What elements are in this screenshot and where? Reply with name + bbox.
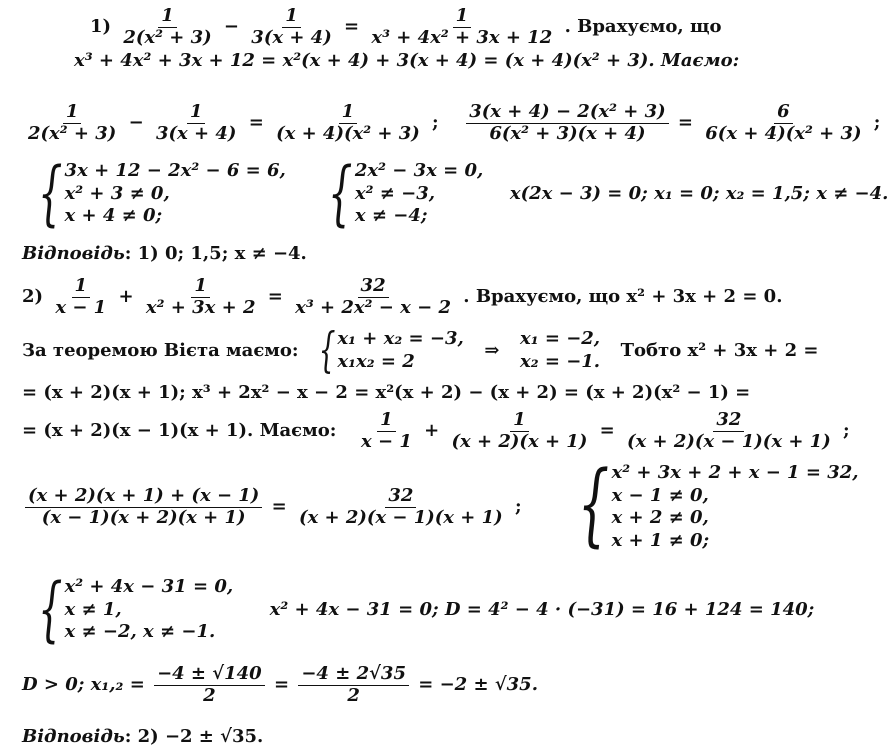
fraction: $\frac{1}{3(x + 4)}$ — [155, 101, 237, 144]
fraction: $\frac{1}{x - 1}$ — [55, 275, 107, 318]
answer-label: Відповідь — [22, 726, 125, 747]
answer-label: Відповідь — [22, 243, 125, 264]
fraction: $\frac{32}{(x + 2)(x - 1)(x + 1)}$ — [627, 409, 831, 452]
fraction: $\frac{1}{\text{x² + 3x + 2}}$ — [145, 275, 256, 318]
vieta-system: { x₁ + x₂ = −3, x₁x₂ = 2 — [318, 322, 464, 378]
p2-eq3-line: = (x + 2)(x − 1)(x + 1). Маємо: $\frac{1}{x - 1}$ + $\frac{1}{(x + 2)(x + 1)}$ = $\frac{32}{(x + 2)(x - 1)(x + 1)}$ ; — [22, 409, 850, 452]
fraction: $\frac{-4 \pm √140}{2}$ — [154, 664, 265, 706]
p1-systems-line — [18, 152, 888, 234]
p2-label: 2) — [22, 286, 44, 308]
p2-line-b: = (x + 2)(x + 1); x³ + 2x² − x − 2 = x²(x + 2) − (x + 2) = (x + 2)(x² − 1) = — [22, 382, 751, 403]
fraction: $\frac{1}{3(x + 4)}$ — [251, 5, 332, 48]
p2-eq4-line: $\frac{(x + 2)(x + 1) + (x - 1)}{(x - 1)(x + 2)(x + 1)}$ = $\frac{32}{(x + 2)(x - 1)(x + 1)}$ ; { x² + 3x + 2 + x − 1 = 32, x − 1 ≠ 0, x + 2 ≠ 0, x + 1 ≠ 0; — [22, 462, 859, 552]
vieta-result: x₁ = −2, x₂ = −1. — [519, 328, 601, 372]
p1-answer-line: Відповідь: 1) 0; 1,5; x ≠ −4. — [22, 243, 307, 264]
p1-roots: x(2x − 3) = 0; x₁ = 0; x₂ = 1,5; x ≠ −4. — [509, 182, 888, 204]
fraction: $\frac{\text{3(x + 4) − 2(x² + 3)}}{\text{6(x² + 3)(x + 4)}}$ — [466, 102, 668, 144]
fraction: $\frac{1}{\text{2(x² + 3)}}$ — [123, 5, 212, 48]
p2-answer-line: Відповідь: 2) −2 ± √35. — [22, 726, 264, 747]
p2-roots-line: D > 0; x₁,₂ = $\frac{-4 \pm √140}{2}$ = $\frac{-4 \pm 2√35}{2}$ = −2 ± √35. — [22, 663, 538, 706]
p2-disc-line: { x² + 4x − 31 = 0, x ≠ 1, x ≠ −2, x ≠ −1. x² + 4x − 31 = 0; D = 4² − 4 · (−31) = 16 + 124 = 140; — [18, 576, 814, 644]
p1-label: 1) — [90, 16, 112, 38]
fraction: $\frac{(x + 2)(x + 1) + (x - 1)}{(x - 1)(x + 2)(x + 1)}$ — [25, 486, 262, 528]
fraction: $\frac{1}{\text{2(x² + 3)}}$ — [28, 101, 117, 144]
p1-eq2-line: $\frac{1}{\text{2(x² + 3)}}$ − $\frac{1}{3(x + 4)}$ = $\frac{1}{\text{(x + 4)(x² + 3)}}$ ; $\frac{\text{3(x + 4) − 2(x² + 3)}}{\text{6(x² + 3)(x + 4)}}$ = $\frac{6}{\text{6(x + 4)(x² + 3)}}$ ; — [22, 102, 880, 144]
fraction: $\frac{1}{(x + 2)(x + 1)}$ — [451, 409, 588, 452]
p2-vieta-line: За теоремою Вієта маємо: { x₁ + x₂ = −3, x₁x₂ = 2 ⇒ x₁ = −2, x₂ = −1. Тобто x² + 3x + 2 = — [22, 322, 819, 378]
implies-arrow: ⇒ — [484, 339, 500, 361]
p1-factor-line: x³ + 4x² + 3x + 12 = x²(x + 4) + 3(x + 4) = (x + 4)(x² + 3). Маємо: — [74, 50, 740, 71]
fraction: $\frac{1}{\text{(x + 4)(x² + 3)}}$ — [276, 101, 420, 144]
equation-system: { 2x² − 3x = 0, x² ≠ −3, x ≠ −4; — [328, 152, 484, 234]
fraction: $\frac{6}{\text{6(x + 4)(x² + 3)}}$ — [705, 101, 862, 144]
fraction: $\frac{32}{\text{x³ + 2x² − x − 2}}$ — [295, 275, 452, 318]
equation-system: { x² + 4x − 31 = 0, x ≠ 1, x ≠ −2, x ≠ −1. — [38, 568, 234, 650]
fraction: $\frac{1}{\text{x³ + 4x² + 3x + 12}}$ — [371, 5, 553, 48]
fraction: $\frac{1}{x - 1}$ — [361, 409, 412, 452]
fraction: $\frac{32}{(x + 2)(x - 1)(x + 1)}$ — [298, 484, 503, 528]
p1-eq1-line: 1) $\frac{1}{\text{2(x² + 3)}}$ − $\frac{1}{3(x + 4)}$ = $\frac{1}{\text{x³ + 4x² + 3x + 12}}$ . Врахуємо, що — [90, 5, 722, 48]
equation-system: { x² + 3x + 2 + x − 1 = 32, x − 1 ≠ 0, x + 2 ≠ 0, x + 1 ≠ 0; — [577, 452, 859, 557]
p2-eq1-line: 2) $\frac{1}{x - 1}$ + $\frac{1}{\text{x² + 3x + 2}}$ = $\frac{32}{\text{x³ + 2x² − x − 2}}$ . Врахуємо, що x² + 3x + 2 = 0. — [22, 275, 783, 318]
equation-system: { 3x + 12 − 2x² − 6 = 6, x² + 3 ≠ 0, x + 4 ≠ 0; — [38, 152, 286, 234]
fraction: $\frac{-4 \pm 2√35}{2}$ — [298, 664, 409, 706]
